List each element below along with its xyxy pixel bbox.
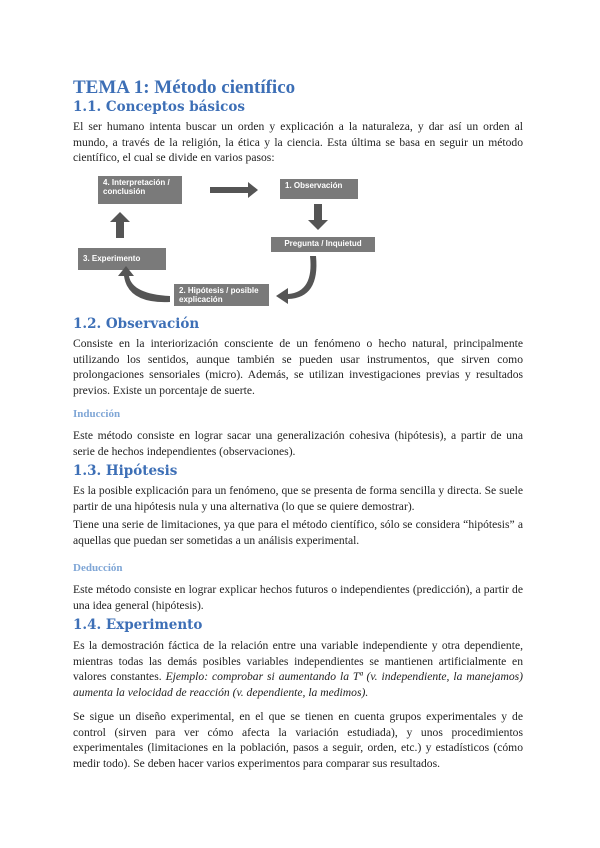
arrow-curve-left-icon [276,256,316,304]
section-heading-1-2: 1.2. Observación [73,316,200,332]
page-title: TEMA 1: Método científico [73,77,296,98]
subheading-deduccion: Deducción [73,562,123,574]
arrow-curve-up-icon [118,266,170,302]
paragraph-1-4-a [73,638,523,700]
paragraph-1-3-b: Tiene una serie de limitaciones, ya que para el método científico, sólo se considera “hipótesis” a aquellas que puedan ser sometidas a un análisis experimental. [73,518,523,547]
paragraph-deduccion: Este método consiste en lograr explicar hechos futuros o independientes (predicción), a partir de una idea general (hipótesis). [73,583,523,612]
arrow-right-icon [210,182,258,198]
arrow-up-icon [110,212,130,238]
paragraph-induccion: Este método consiste en lograr sacar una generalización cohesiva (hipótesis), a partir de una serie de hechos independientes (observaciones). [73,429,523,458]
paragraph-1-3-a: Es la posible explicación para un fenómeno, que se presenta de forma sencilla y directa. Se suele partir de una hipótesis nula y una alternativa (lo que se quiere demostrar). [73,484,523,513]
step-hipotesis-box: 2. Hipótesis / posible explicación [174,284,269,306]
scientific-method-diagram [78,174,378,304]
step-experimento-box: 3. Experimento [78,248,166,270]
paragraph-1-4-example: Ejemplo: comprobar si aumentando la Tª (v. independiente, la manejamos) aumenta la velocidad de reacción (v. dependiente, la medimos). [73,670,524,699]
subheading-induccion: Inducción [73,408,121,420]
section-heading-1-3: 1.3. Hipótesis [73,463,178,479]
section-heading-1-4: 1.4. Experimento [73,617,203,633]
arrow-down-icon [308,204,328,230]
section-heading-1-1: 1.1. Conceptos básicos [73,99,245,115]
paragraph-1-2: Consiste en la interiorización consciente de un fenómeno o hecho natural, principalmente utilizando los sentidos, aunque también se pueden usar instrumentos, que sirven como prolongaciones sensoriales (micro). Además, se utilizan investigaciones previas y resultados previos. Existe un porcentaje de suerte. [73,337,523,397]
paragraph-1-4-text: Es la demostración fáctica de la relación entre una variable independiente y otra dependiente, mientras todas las demás posibles variables independientes se mantienen artificialmente en valores constantes. [73,639,523,683]
step-interpretacion-box: 4. Interpretación / conclusión [98,176,182,204]
diagram-arrows [78,174,378,309]
step-pregunta-box: Pregunta / Inquietud [271,237,375,252]
paragraph-1-1: El ser humano intenta buscar un orden y explicación a la naturaleza, y dar así un orden al mundo, a través de la religión, la ética y la ciencia. Esta última se basa en seguir un método científico, el cual se divide en varios pasos: [73,120,523,164]
step-observacion-box: 1. Observación [280,179,358,199]
paragraph-1-4-b: Se sigue un diseño experimental, en el que se tienen en cuenta grupos experimentales y de control (sirven para ver cómo afecta la variación estudiada), y unos procedimientos experimentales (limitaciones en la población, pasos a seguir, orden, etc.) y estadísticos (cómo medir todo). Se deben hacer varios experimentos para comparar sus resultados. [73,710,523,770]
